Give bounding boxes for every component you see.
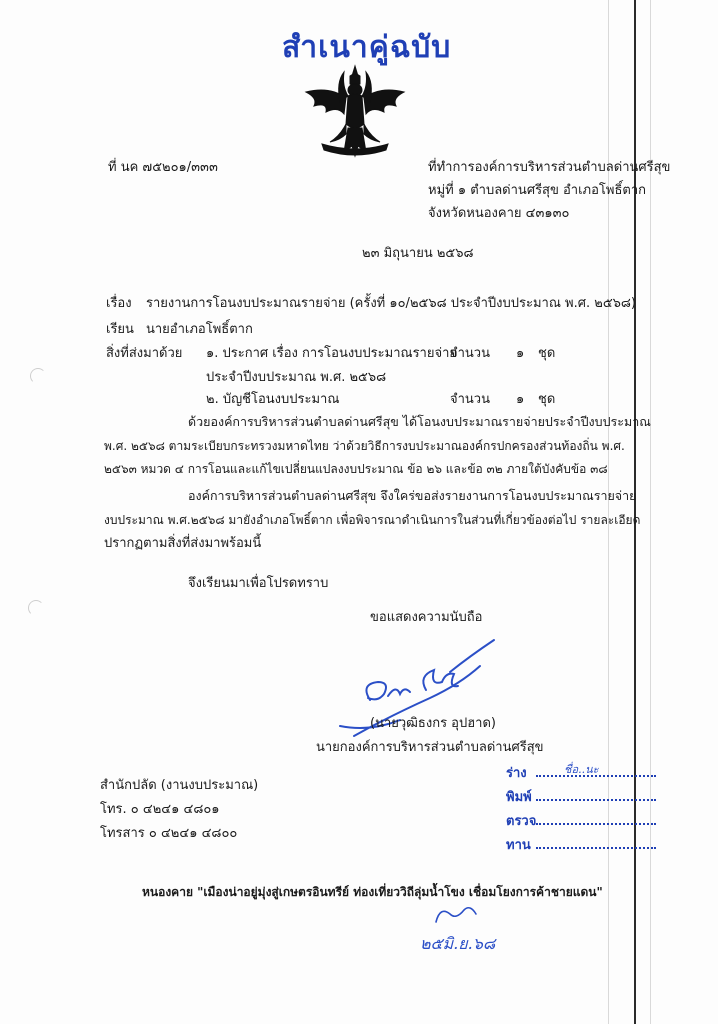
approval-row-draft bbox=[506, 762, 656, 780]
enclosure-item-1-line1: ๑. ประกาศ เรื่อง การโอนงบประมาณรายจ่าย bbox=[206, 346, 458, 361]
dotted-line bbox=[536, 823, 656, 825]
garuda-emblem-icon bbox=[300, 62, 410, 162]
recipient-text: นายอำเภอโพธิ์ตาก bbox=[146, 322, 253, 337]
contact-fax: โทรสาร ๐ ๔๒๔๑ ๔๘๐๐ bbox=[100, 826, 238, 841]
approval-row-review bbox=[506, 834, 656, 852]
approval-row-print bbox=[506, 786, 656, 804]
contact-phone: โทร. ๐ ๔๒๔๑ ๔๘๐๑ bbox=[100, 802, 220, 817]
enclosures-label: สิ่งที่ส่งมาด้วย bbox=[106, 346, 183, 361]
approval-row-label: ตรวจ bbox=[506, 814, 537, 829]
body-para1-line1: ด้วยองค์การบริหารส่วนตำบลด่านศรีสุข ได้โอนงบประมาณรายจ่ายประจำปีงบประมาณ bbox=[188, 414, 651, 429]
body-para1-line3: ๒๕๖๓ หมวด ๔ การโอนและแก้ไขเปลี่ยนแปลงงบประมาณ ข้อ ๒๖ และข้อ ๓๒ ภายใต้บังคับข้อ ๓๘ bbox=[104, 462, 608, 476]
dotted-line bbox=[536, 799, 656, 801]
office-address-line3: จังหวัดหนองคาย ๔๓๑๓๐ bbox=[428, 206, 570, 221]
enclosure-item-2-qty: ๑ bbox=[516, 392, 525, 407]
enclosure-item-2-line1: ๒. บัญชีโอนงบประมาณ bbox=[206, 392, 340, 407]
recipient-label: เรียน bbox=[106, 322, 134, 337]
copy-stamp-title: สำเนาคู่ฉบับ bbox=[282, 30, 452, 65]
office-address-line2: หมู่ที่ ๑ ตำบลด่านศรีสุข อำเภอโพธิ์ตาก bbox=[428, 183, 647, 198]
office-address-line1: ที่ทำการองค์การบริหารส่วนตำบลด่านศรีสุข bbox=[428, 160, 671, 175]
enclosure-item-1-line2: ประจำปีงบประมาณ พ.ศ. ๒๕๖๘ bbox=[206, 370, 387, 385]
body-para2-line3: ปรากฏตามสิ่งที่ส่งมาพร้อมนี้ bbox=[104, 536, 262, 551]
contact-department: สำนักปลัด (งานงบประมาณ) bbox=[100, 778, 259, 793]
document-number: ที่ นค ๗๕๒๐๑/๓๓๓ bbox=[108, 160, 218, 175]
signature-closing: ขอแสดงความนับถือ bbox=[370, 610, 483, 625]
handwritten-initial bbox=[416, 902, 526, 928]
body-para2-line1: องค์การบริหารส่วนตำบลด่านศรีสุข จึงใคร่ขอส่งรายงานการโอนงบประมาณรายจ่าย bbox=[188, 488, 637, 503]
enclosure-item-2-qty-label: จำนวน bbox=[450, 392, 490, 407]
approval-row-label: ทาน bbox=[506, 838, 531, 853]
signatory-name: (นายวุฒิธงกร อุปฮาด) bbox=[370, 716, 496, 731]
document-date: ๒๓ มิถุนายน ๒๕๖๘ bbox=[362, 246, 474, 261]
margin-mark bbox=[28, 600, 44, 616]
enclosure-item-1-qty: ๑ bbox=[516, 346, 525, 361]
handwritten-note bbox=[416, 902, 526, 962]
draft-initial: ชื่อ..นะ bbox=[564, 763, 599, 776]
approval-row-label: ร่าง bbox=[506, 766, 527, 781]
enclosure-item-2-unit: ชุด bbox=[538, 392, 556, 407]
margin-mark bbox=[30, 368, 46, 384]
approval-row-label: พิมพ์ bbox=[506, 790, 532, 805]
signatory-position: นายกองค์การบริหารส่วนตำบลด่านศรีสุข bbox=[316, 740, 544, 755]
province-slogan: หนองคาย "เมืองน่าอยู่มุ่งสู่เกษตรอินทรีย์ ท่องเที่ยววิถีลุ่มน้ำโขง เชื่อมโยงการค้าชายแดน" bbox=[142, 885, 603, 899]
approval-row-check bbox=[506, 810, 656, 828]
body-para1-line2: พ.ศ. ๒๕๖๘ ตามระเบียบกระทรวงมหาดไทย ว่าด้วยวิธีการงบประมาณองค์กรปกครองส่วนท้องถิ่น พ.ศ. bbox=[104, 439, 625, 453]
handwritten-date: ๒๕มิ.ย.๖๘ bbox=[420, 934, 496, 953]
subject-label: เรื่อง bbox=[106, 296, 132, 311]
closing-request: จึงเรียนมาเพื่อโปรดทราบ bbox=[188, 576, 329, 591]
scan-edge-line-2 bbox=[650, 0, 651, 1024]
dotted-line bbox=[536, 847, 656, 849]
subject-text: รายงานการโอนงบประมาณรายจ่าย (ครั้งที่ ๑๐/๒๕๖๘ ประจำปีงบประมาณ พ.ศ. ๒๕๖๘) bbox=[146, 296, 637, 311]
body-para2-line2: งบประมาณ พ.ศ.๒๕๖๘ มายังอำเภอโพธิ์ตาก เพื่อพิจารณาดำเนินการในส่วนที่เกี่ยวข้องต่อไป รายละเอียด bbox=[104, 513, 641, 527]
enclosure-item-1-qty-label: จำนวน bbox=[450, 346, 490, 361]
enclosure-item-1-unit: ชุด bbox=[538, 346, 556, 361]
